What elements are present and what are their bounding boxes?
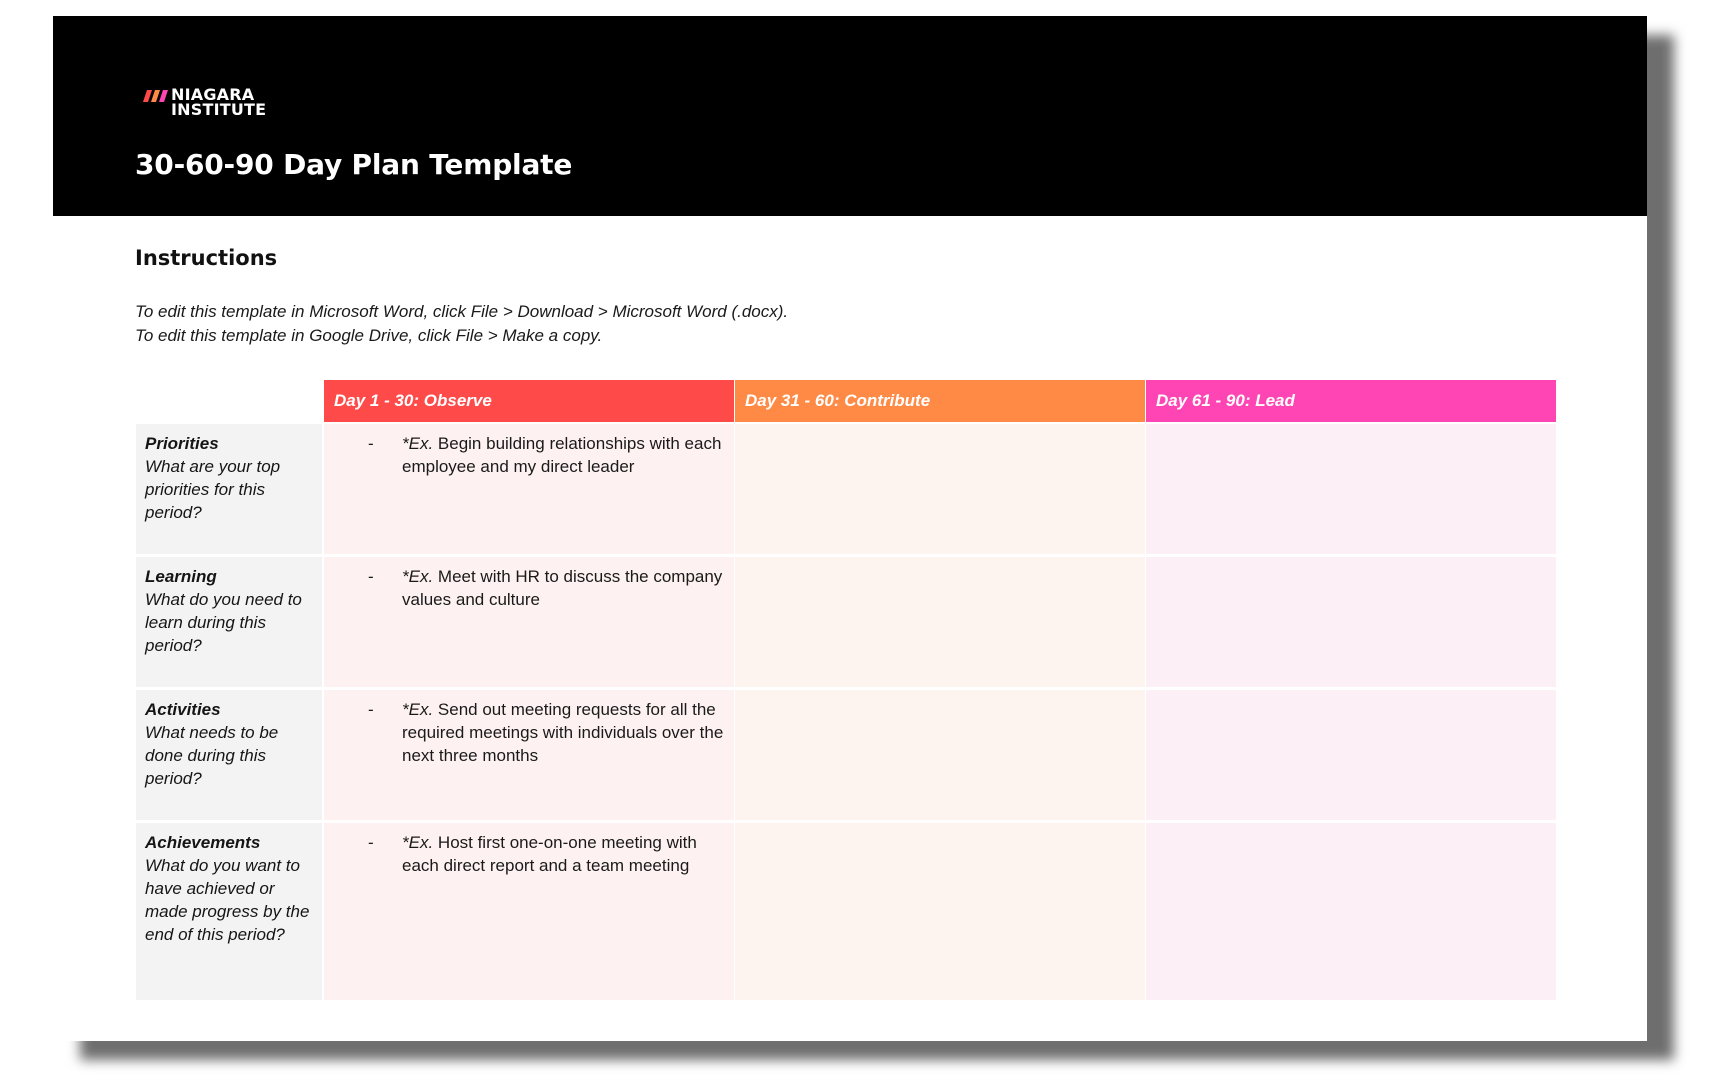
document-header (53, 16, 1647, 216)
cell-learning-lead[interactable] (1146, 557, 1556, 687)
cell-achievements-observe[interactable] (324, 823, 734, 1000)
bullet-dash: - (368, 434, 374, 453)
example-prefix: *Ex. (402, 833, 434, 852)
cell-activities-contribute[interactable] (735, 690, 1145, 820)
cell-achievements-contribute[interactable] (735, 823, 1145, 1000)
example-body: Begin building relationships with each employee and my direct leader (402, 434, 722, 476)
instructions-heading: Instructions (135, 246, 278, 270)
row-label-learning (136, 557, 322, 687)
example-prefix: *Ex. (402, 567, 434, 586)
example-prefix: *Ex. (402, 434, 434, 453)
column-header-observe: Day 1 - 30: Observe (324, 380, 734, 422)
cell-activities-lead[interactable] (1146, 690, 1556, 820)
row-title: Achievements (145, 833, 261, 852)
column-header-contribute: Day 31 - 60: Contribute (735, 380, 1145, 422)
row-description: What needs to be done during this period? (145, 723, 279, 788)
example-text (402, 565, 727, 611)
document-title: 30-60-90 Day Plan Template (135, 148, 573, 181)
example-body: Send out meeting requests for all the required meetings with individuals over the next three months (402, 700, 724, 765)
cell-priorities-observe[interactable] (324, 424, 734, 554)
example-text (402, 432, 727, 478)
cell-priorities-contribute[interactable] (735, 424, 1145, 554)
example-body: Host first one-on-one meeting with each direct report and a team meeting (402, 833, 697, 875)
plan-table (136, 380, 1558, 1000)
document-page (53, 16, 1647, 1041)
bullet-dash: - (368, 700, 374, 719)
example-text (402, 831, 727, 877)
example-body: Meet with HR to discuss the company values and culture (402, 567, 723, 609)
cell-achievements-lead[interactable] (1146, 823, 1556, 1000)
row-label-activities (136, 690, 322, 820)
cell-activities-observe[interactable] (324, 690, 734, 820)
bullet-dash: - (368, 833, 374, 852)
example-prefix: *Ex. (402, 700, 434, 719)
logo-wordmark (171, 87, 266, 117)
cell-priorities-lead[interactable] (1146, 424, 1556, 554)
row-description: What do you want to have achieved or made progress by the end of this period? (145, 856, 310, 944)
row-description: What do you need to learn during this period? (145, 590, 302, 655)
bullet-dash: - (368, 567, 374, 586)
example-text (402, 698, 727, 767)
logo-line-2: INSTITUTE (171, 100, 267, 119)
logo-line-1: NIAGARA (171, 85, 255, 104)
instruction-line-word: To edit this template in Microsoft Word, click File > Download > Microsoft Word (.docx). (135, 302, 789, 321)
column-header-lead: Day 61 - 90: Lead (1146, 380, 1556, 422)
cell-learning-contribute[interactable] (735, 557, 1145, 687)
row-description: What are your top priorities for this period? (145, 457, 281, 522)
cell-learning-observe[interactable] (324, 557, 734, 687)
instruction-line-google-drive: To edit this template in Google Drive, click File > Make a copy. (135, 326, 603, 345)
row-title: Activities (145, 700, 221, 719)
row-label-priorities (136, 424, 322, 554)
logo-stripes-icon (143, 90, 169, 102)
row-title: Priorities (145, 434, 219, 453)
row-title: Learning (145, 567, 217, 586)
row-label-achievements (136, 823, 322, 1000)
